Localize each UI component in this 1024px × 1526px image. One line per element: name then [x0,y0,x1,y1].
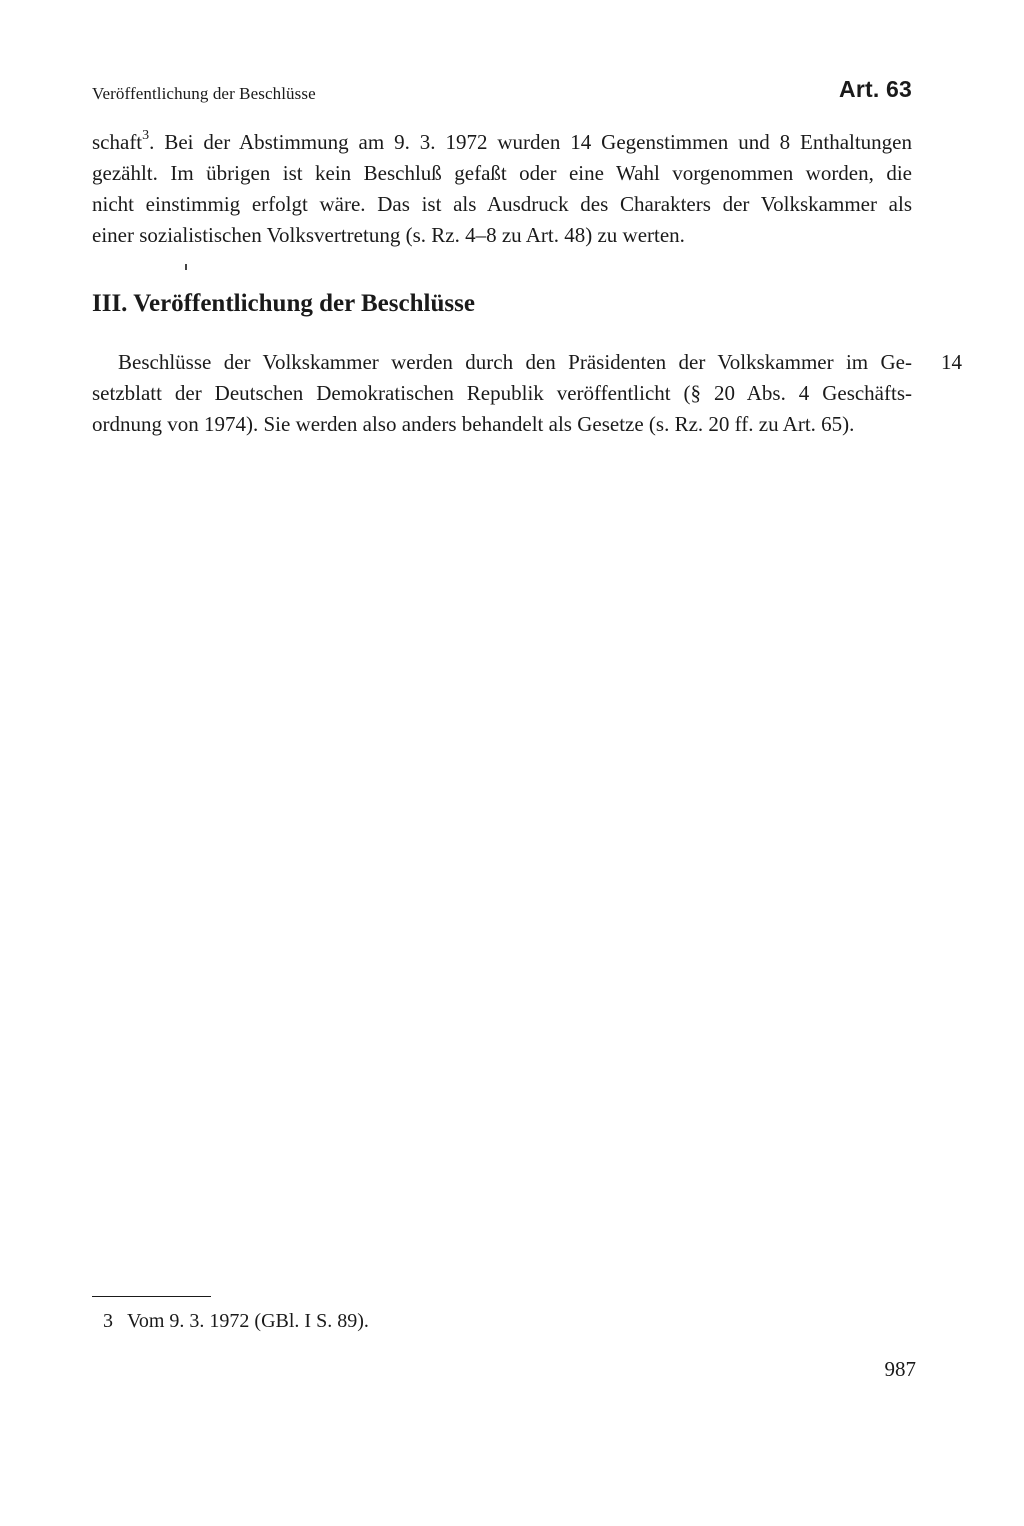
paragraph-line: nicht einstimmig erfolgt wäre. Das ist als Ausdruck des Charakters der Volkskammer als [92,192,912,216]
paragraph-continuation [92,127,912,251]
footnote-text: Vom 9. 3. 1972 (GBl. I S. 89). [127,1310,369,1332]
stray-print-mark [185,264,187,270]
paragraph-line-start: schaft [92,130,143,154]
footnote-divider [92,1296,211,1297]
paragraph-line: einer sozialistischen Volksvertretung (s. Rz. 4–8 zu Art. 48) zu werten. [92,223,685,247]
running-header-title: Veröffentlichung der Beschlüsse [92,84,316,103]
page-number: 987 [884,1357,916,1381]
footnote [103,1310,369,1333]
paragraph-line: ordnung von 1974). Sie werden also anders behandelt als Gesetze (s. Rz. 20 ff. zu Art. 65). [92,412,855,436]
article-number: Art. 63 [839,76,912,102]
sentence-end: . [149,130,155,154]
paragraph-line: Beschlüsse der Volkskammer werden durch den Präsidenten der Volkskammer im Ge- [118,350,912,374]
paragraph-line [92,127,912,158]
paragraph-line-rest: Bei der Abstimmung am 9. 3. 1972 wurden 14 Gegenstimmen und 8 Enthaltungen [164,130,912,154]
paragraph-line: setzblatt der Deutschen Demokratischen Republik veröffentlicht (§ 20 Abs. 4 Geschäfts- [92,381,912,405]
footnote-reference: 3 [142,128,150,143]
section-paragraph [92,347,912,440]
margin-number: 14 [941,350,962,374]
section-heading: III. Veröffentlichung der Beschlüsse [92,290,475,317]
footnote-mark: 3 [103,1310,113,1332]
paragraph-line: gezählt. Im übrigen ist kein Beschluß gefaßt oder eine Wahl vorgenommen worden, die [92,161,912,185]
